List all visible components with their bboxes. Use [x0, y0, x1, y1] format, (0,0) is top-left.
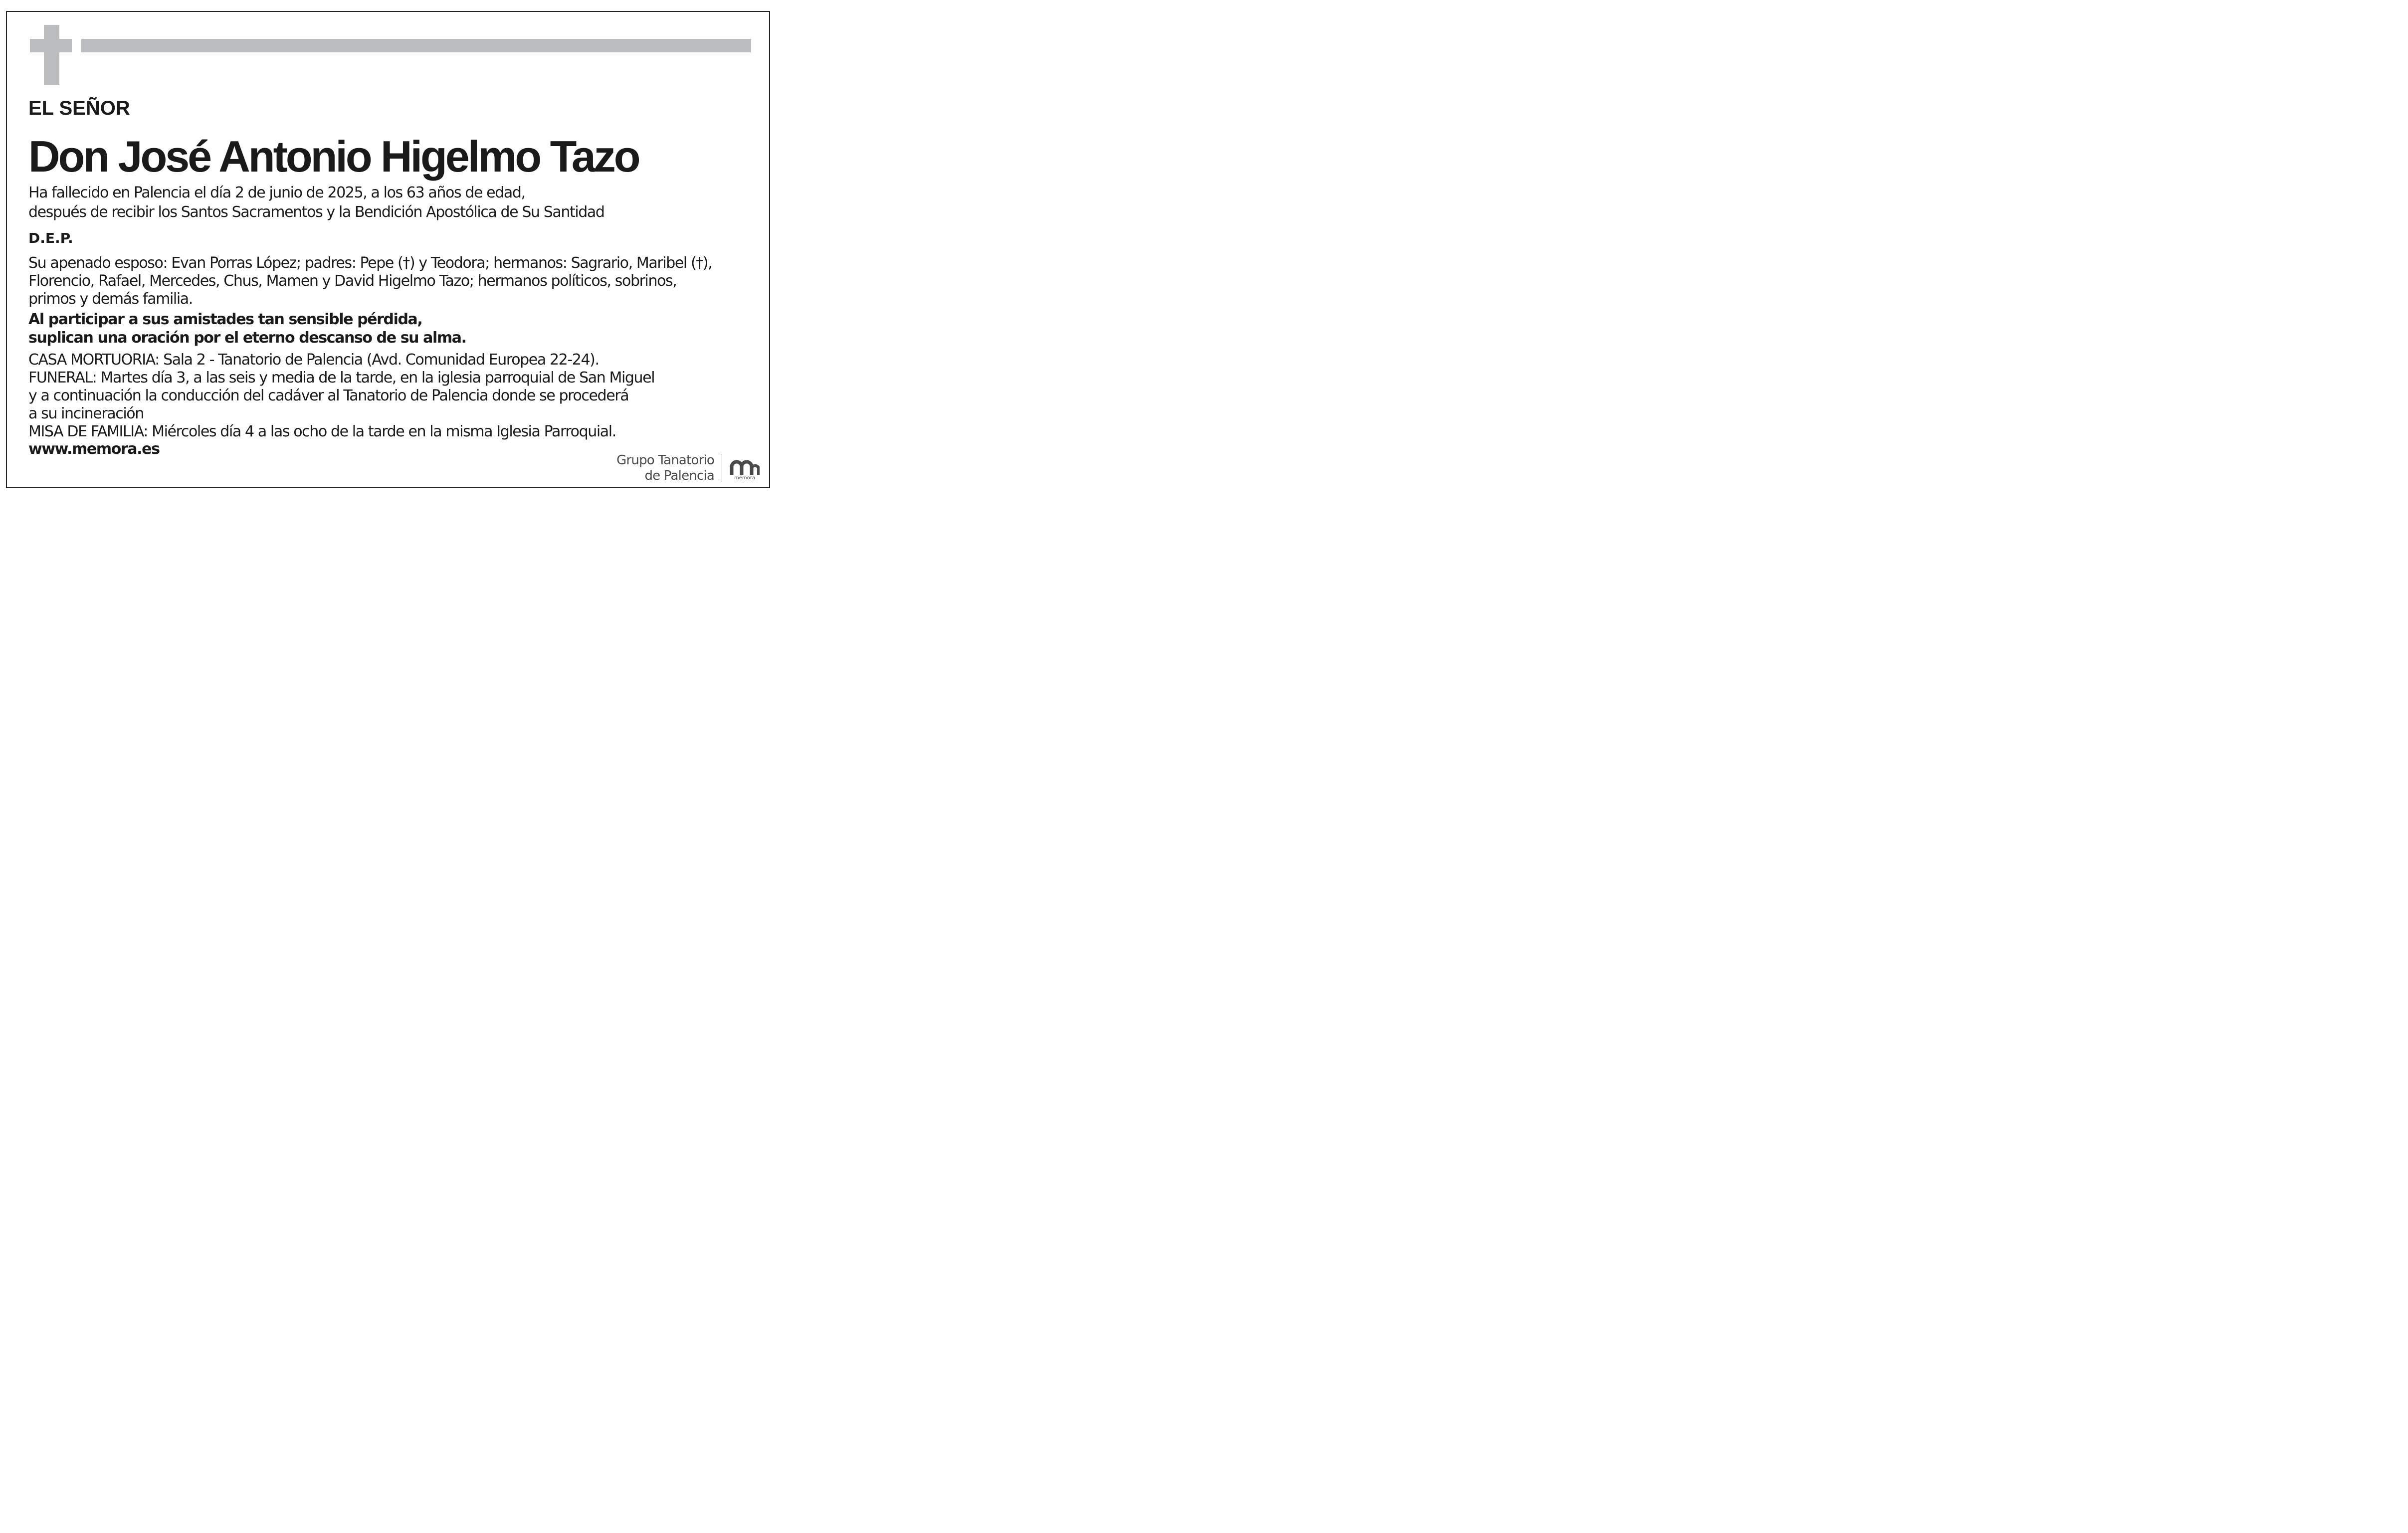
- death-info-line-1: Ha fallecido en Palencia el día 2 de junio de 2025, a los 63 años de edad,: [28, 184, 525, 201]
- ceremony-line-3: y a continuación la conducción del cadáver al Tanatorio de Palencia donde se procederá: [28, 387, 629, 404]
- prayer-line-1: Al participar a sus amistades tan sensible pérdida,: [28, 311, 422, 328]
- brand-name: [616, 453, 714, 484]
- brand-line-1: Grupo Tanatorio: [616, 453, 714, 468]
- title-prefix: EL SEÑOR: [28, 97, 130, 119]
- deceased-name: Don José Antonio Higelmo Tazo: [28, 132, 639, 181]
- family-line-3: primos y demás familia.: [28, 290, 193, 308]
- death-info-line-2: después de recibir los Santos Sacramentos y la Bendición Apostólica de Su Santidad: [28, 203, 604, 221]
- family-line-1: Su apenado esposo: Evan Porras López; padres: Pepe (†) y Teodora; hermanos: Sagrario, Maribel (†),: [28, 254, 712, 272]
- website-link[interactable]: www.memora.es: [28, 440, 160, 458]
- ceremony-line-1: CASA MORTUORIA: Sala 2 - Tanatorio de Palencia (Avd. Comunidad Europea 22-24).: [28, 351, 599, 369]
- family-line-2: Florencio, Rafael, Mercedes, Chus, Mamen y David Higelmo Tazo; hermanos políticos, sobrinos,: [28, 272, 677, 290]
- brand-line-2: de Palencia: [644, 468, 714, 483]
- header-bar: [81, 39, 751, 52]
- ceremony-line-2: FUNERAL: Martes día 3, a las seis y media de la tarde, en la iglesia parroquial de San Miguel: [28, 369, 655, 386]
- ceremony-line-4: a su incineración: [28, 405, 144, 422]
- cross-icon-arm: [30, 39, 72, 52]
- ceremony-line-5: MISA DE FAMILIA: Miércoles día 4 a las ocho de la tarde en la misma Iglesia Parroquial.: [28, 423, 616, 440]
- cross-icon: [44, 25, 59, 85]
- dep-label: D.E.P.: [28, 230, 73, 246]
- prayer-line-2: suplican una oración por el eterno descanso de su alma.: [28, 329, 466, 347]
- memora-logo-icon: [730, 460, 760, 475]
- memora-logo-text: mémora: [734, 475, 755, 481]
